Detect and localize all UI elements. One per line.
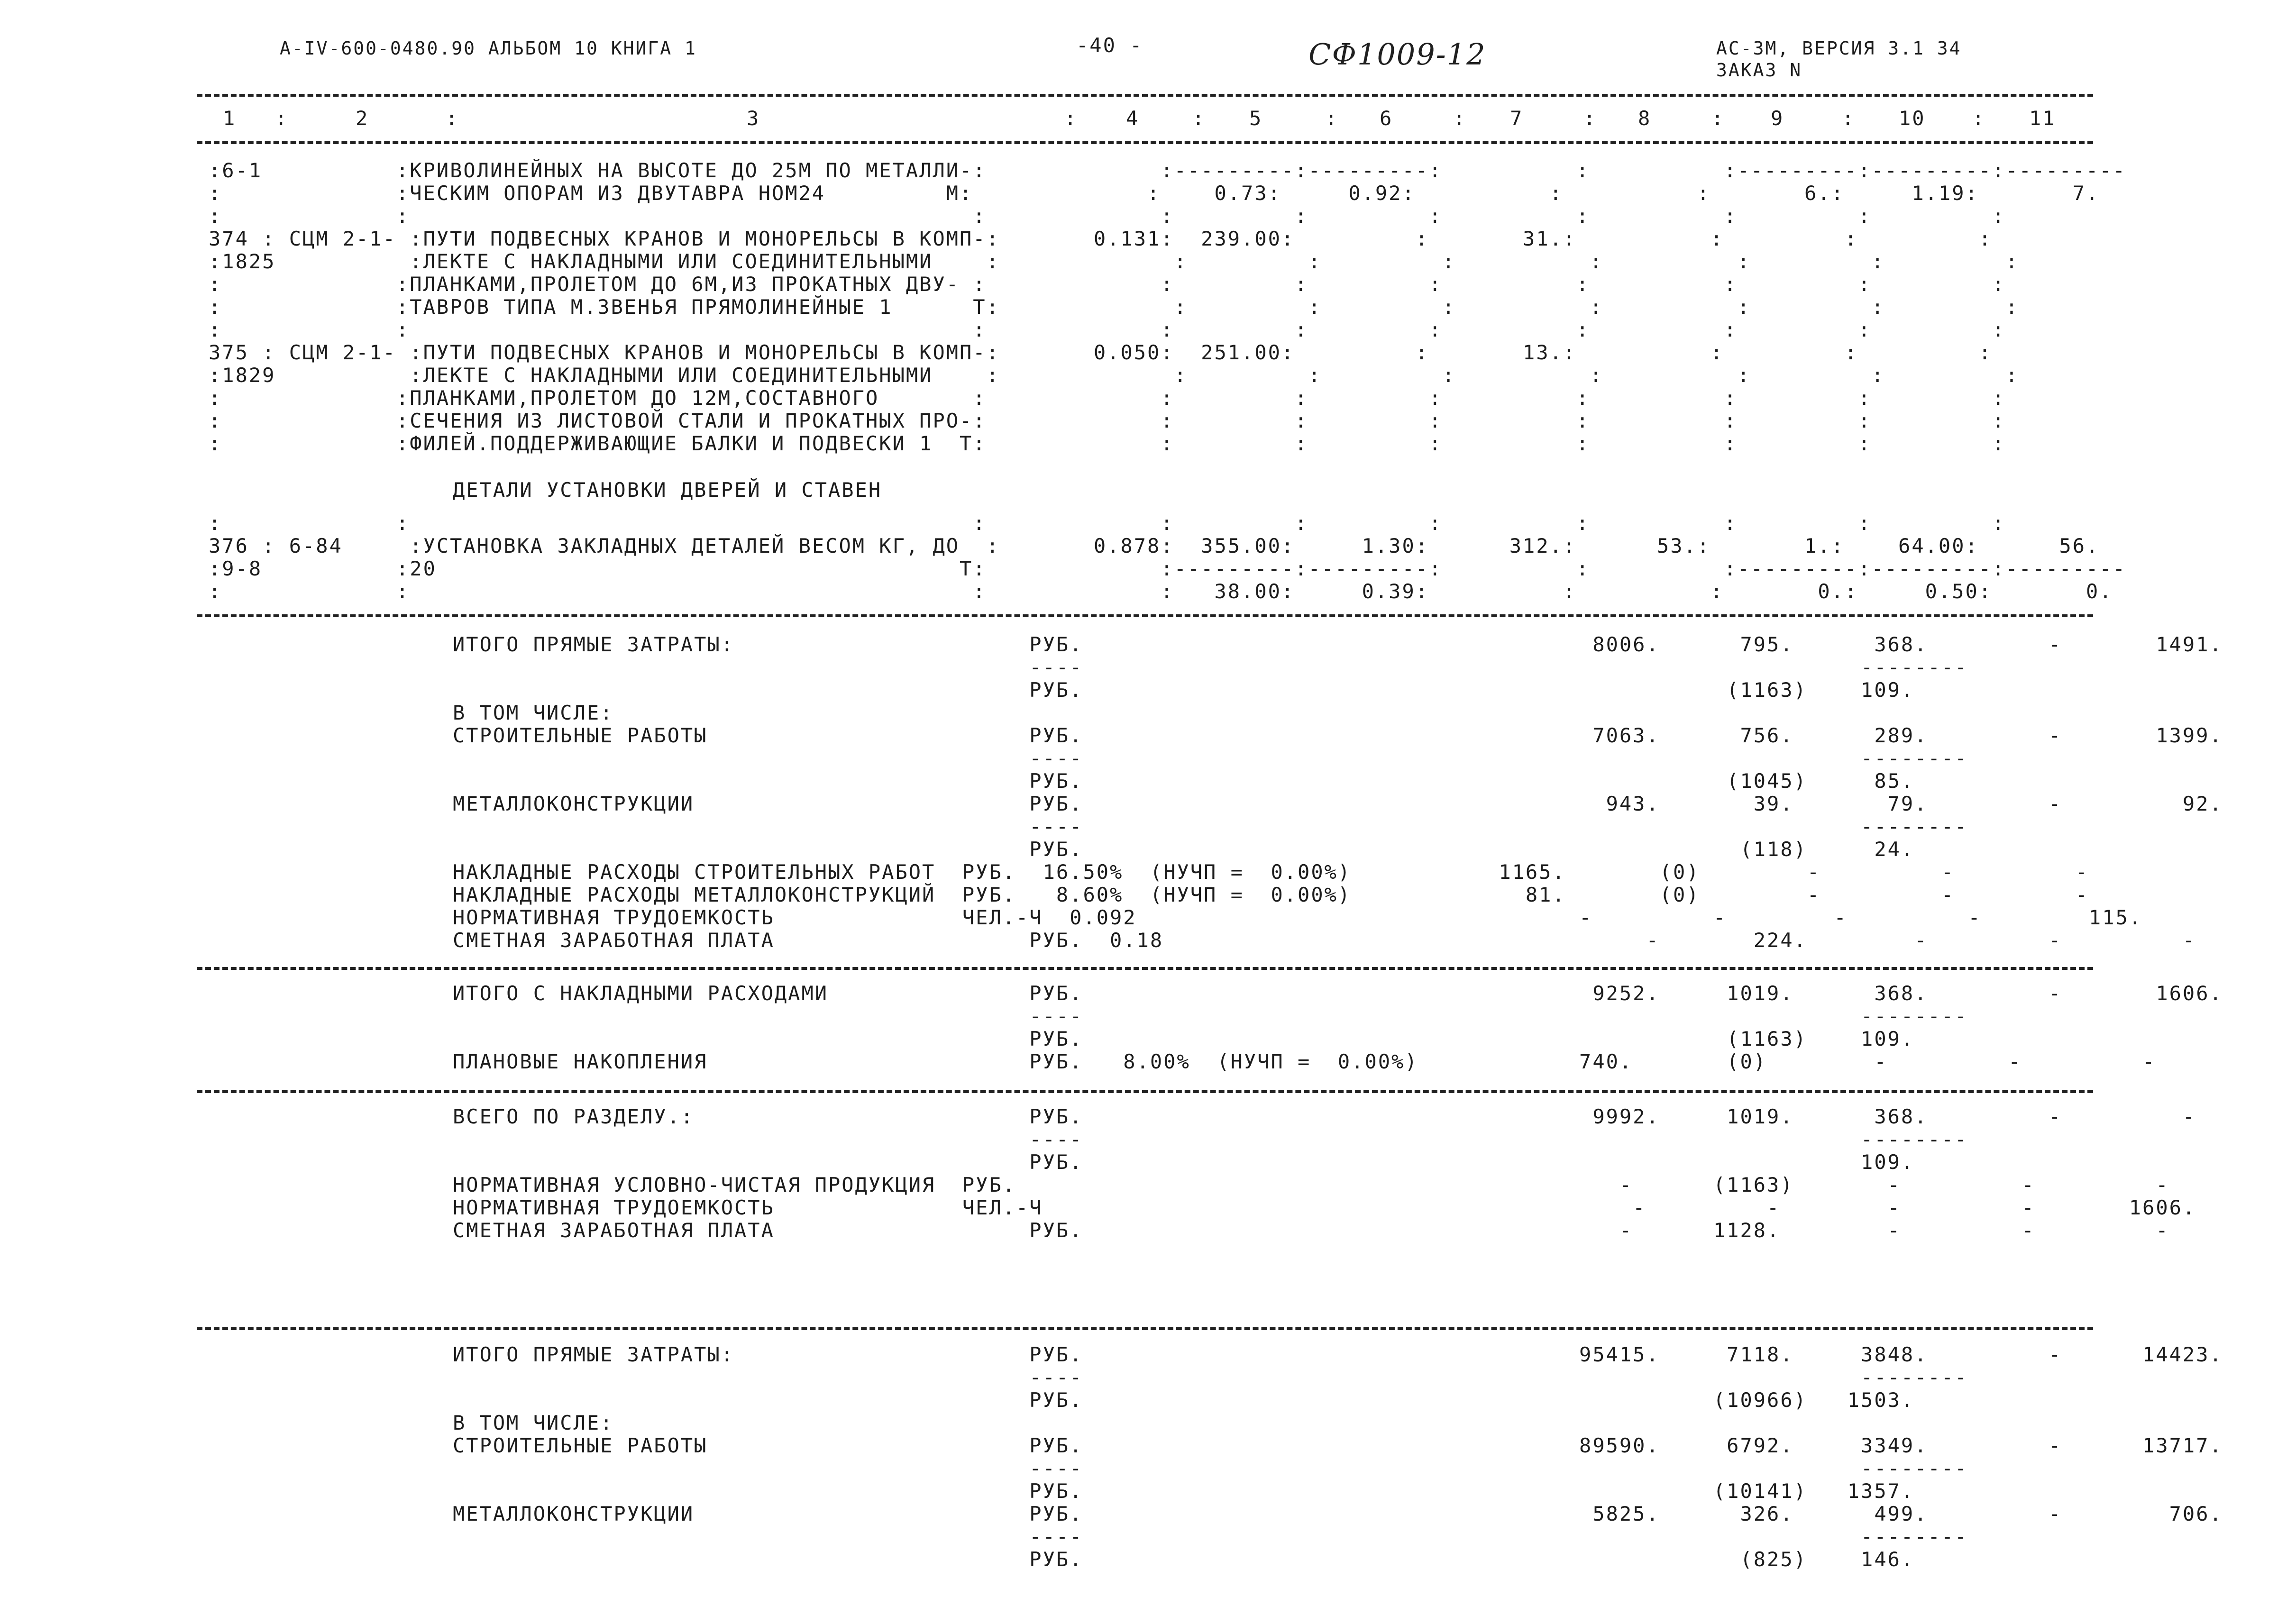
table-row: :6-1 :КРИВОЛИНЕЙНЫХ НА ВЫСОТЕ ДО 25М ПО МЕТАЛЛИ-: :---------:---------: : :---------:---------:--------- [209, 159, 2126, 182]
summary-line: ---- -------- [453, 747, 1968, 770]
table-row: : : : : 38.00: 0.39: : : 0.: 0.50: 0. [209, 580, 2113, 603]
album-reference: А-IV-600-0480.90 АЛЬБОМ 10 КНИГА 1 [280, 38, 697, 59]
summary-line: НОРМАТИВНАЯ УСЛОВНО-ЧИСТАЯ ПРОДУКЦИЯ РУБ. - (1163) - - - [453, 1173, 2169, 1196]
summary-line: СМЕТНАЯ ЗАРАБОТНАЯ ПЛАТА РУБ. - 1128. - - - [453, 1219, 2169, 1242]
section-divider [197, 614, 2093, 617]
table-row: 374 : СЦМ 2-1- :ПУТИ ПОДВЕСНЫХ КРАНОВ И МОНОРЕЛЬСЫ В КОМП-: 0.131: 239.00: : 31.: : : : [209, 227, 1993, 250]
top-divider [197, 94, 2093, 97]
table-row: : :ФИЛЕЙ.ПОДДЕРЖИВАЮЩИЕ БАЛКИ И ПОДВЕСКИ 1 Т: : : : : : : : [209, 432, 2006, 455]
col-3: 3 [747, 107, 760, 130]
col-colon: : [1325, 107, 1339, 130]
version-label: АС-3М, ВЕРСИЯ 3.1 34 [1716, 38, 1962, 59]
table-row: : :ПЛАНКАМИ,ПРОЛЕТОМ ДО 12М,СОСТАВНОГО : : : : : : : : [209, 386, 2006, 410]
table-row: : :СЕЧЕНИЯ ИЗ ЛИСТОВОЙ СТАЛИ И ПРОКАТНЫХ ПРО-: : : : : : : : [209, 409, 2006, 432]
summary-line: НОРМАТИВНАЯ ТРУДОЕМКОСТЬ ЧЕЛ.-Ч 0.092 - - - - 115. [453, 906, 2143, 929]
col-8: 8 [1638, 107, 1652, 130]
col-6: 6 [1380, 107, 1393, 130]
section-divider [197, 967, 2093, 970]
summary-line: ---- -------- [453, 656, 1968, 679]
col-4: 4 [1126, 107, 1140, 130]
col-colon: : [1453, 107, 1467, 130]
summary-line: РУБ. (10966) 1503. [453, 1388, 1915, 1412]
handwritten-stamp: СФ1009-12 [1308, 37, 1486, 72]
summary-line: НАКЛАДНЫЕ РАСХОДЫ МЕТАЛЛОКОНСТРУКЦИЙ РУБ. 8.60% (НУЧП = 0.00%) 81. (0) - - - [453, 883, 2089, 906]
col-10: 10 [1899, 107, 1926, 130]
order-label: ЗАКАЗ N [1716, 60, 1802, 81]
summary-line: ВСЕГО ПО РАЗДЕЛУ.: РУБ. 9992. 1019. 368. - - [453, 1105, 2196, 1128]
table-row: : : : : : : : : : : [209, 318, 2006, 341]
summary-line: РУБ. (1045) 85. [453, 769, 1915, 793]
summary-line: МЕТАЛЛОКОНСТРУКЦИИ РУБ. 5825. 326. 499. - 706. [453, 1502, 2223, 1525]
table-row: 376 : 6-84 :УСТАНОВКА ЗАКЛАДНЫХ ДЕТАЛЕЙ ВЕСОМ КГ, ДО : 0.878: 355.00: 1.30: 312.: 53.: 1.: 64.00: 56. [209, 534, 2100, 557]
summary-line: РУБ. (10141) 1357. [453, 1479, 1915, 1503]
col-11: 11 [2029, 107, 2056, 130]
table-row: : :ПЛАНКАМИ,ПРОЛЕТОМ ДО 6М,ИЗ ПРОКАТНЫХ ДВУ- : : : : : : : : [209, 273, 2006, 296]
col-colon: : [275, 107, 289, 130]
summary-line: НОРМАТИВНАЯ ТРУДОЕМКОСТЬ ЧЕЛ.-Ч - - - - 1606. [453, 1196, 2196, 1219]
section-divider [197, 1090, 2093, 1093]
summary-line: ---- -------- [453, 815, 1968, 838]
summary-line: ---- -------- [453, 1366, 1968, 1389]
table-row: :1825 :ЛЕКТЕ С НАКЛАДНЫМИ ИЛИ СОЕДИНИТЕЛЬНЫМИ : : : : : : : : [209, 250, 2019, 273]
summary-line: В ТОМ ЧИСЛЕ: [453, 701, 614, 724]
summary-line: ---- -------- [453, 1525, 1968, 1548]
summary-line: РУБ. (1163) 109. [453, 1027, 1915, 1050]
summary-line: СМЕТНАЯ ЗАРАБОТНАЯ ПЛАТА РУБ. 0.18 - 224. - - - [453, 929, 2196, 952]
col-5: 5 [1249, 107, 1263, 130]
summary-line: РУБ. (825) 146. [453, 1548, 1915, 1571]
col-colon: : [1583, 107, 1597, 130]
table-row: : : : : : : : : : : [209, 204, 2006, 228]
summary-line: ---- -------- [453, 1128, 1968, 1151]
col-1: 1 [223, 107, 237, 130]
col-colon: : [1842, 107, 1856, 130]
table-row: 375 : СЦМ 2-1- :ПУТИ ПОДВЕСНЫХ КРАНОВ И МОНОРЕЛЬСЫ В КОМП-: 0.050: 251.00: : 13.: : : : [209, 341, 1993, 364]
summary-line: МЕТАЛЛОКОНСТРУКЦИИ РУБ. 943. 39. 79. - 92. [453, 792, 2223, 815]
table-row: : :ЧЕСКИМ ОПОРАМ ИЗ ДВУТАВРА НОМ24 М: : 0.73: 0.92: : : 6.: 1.19: 7. [209, 182, 2100, 205]
summary-line: РУБ. (118) 24. [453, 838, 1915, 861]
col-colon: : [1711, 107, 1725, 130]
col-7: 7 [1510, 107, 1524, 130]
col-colon: : [1972, 107, 1986, 130]
section-title: ДЕТАЛИ УСТАНОВКИ ДВЕРЕЙ И СТАВЕН [453, 478, 882, 502]
col-2: 2 [356, 107, 369, 130]
col-9: 9 [1771, 107, 1784, 130]
summary-line: НАКЛАДНЫЕ РАСХОДЫ СТРОИТЕЛЬНЫХ РАБОТ РУБ. 16.50% (НУЧП = 0.00%) 1165. (0) - - - [453, 860, 2089, 884]
summary-line: РУБ. (1163) 109. [453, 678, 1915, 702]
table-row: :1829 :ЛЕКТЕ С НАКЛАДНЫМИ ИЛИ СОЕДИНИТЕЛЬНЫМИ : : : : : : : : [209, 364, 2019, 387]
page-number: -40 - [1076, 34, 1143, 57]
summary-line: ---- -------- [453, 1004, 1968, 1028]
summary-line: СТРОИТЕЛЬНЫЕ РАБОТЫ РУБ. 89590. 6792. 3349. - 13717. [453, 1434, 2223, 1457]
col-colon: : [1064, 107, 1078, 130]
section-divider [197, 1327, 2093, 1330]
summary-line: ИТОГО ПРЯМЫЕ ЗАТРАТЫ: РУБ. 8006. 795. 368. - 1491. [453, 633, 2223, 656]
summary-line: ИТОГО ПРЯМЫЕ ЗАТРАТЫ: РУБ. 95415. 7118. 3848. - 14423. [453, 1343, 2223, 1366]
summary-line: ИТОГО С НАКЛАДНЫМИ РАСХОДАМИ РУБ. 9252. 1019. 368. - 1606. [453, 982, 2223, 1005]
summary-line: СТРОИТЕЛЬНЫЕ РАБОТЫ РУБ. 7063. 756. 289. - 1399. [453, 724, 2223, 747]
header-divider [197, 141, 2093, 144]
table-row: :9-8 :20 Т: :---------:---------: : :---------:---------:--------- [209, 557, 2126, 580]
summary-line: В ТОМ ЧИСЛЕ: [453, 1411, 614, 1434]
summary-line: ---- -------- [453, 1457, 1968, 1480]
table-row: : :ТАВРОВ ТИПА М.ЗВЕНЬЯ ПРЯМОЛИНЕЙНЫЕ 1 Т: : : : : : : : [209, 295, 2019, 319]
col-colon: : [446, 107, 459, 130]
col-colon: : [1192, 107, 1206, 130]
summary-line: РУБ. 109. [453, 1150, 1915, 1174]
table-row: : : : : : : : : : : [209, 511, 2006, 535]
summary-line: ПЛАНОВЫЕ НАКОПЛЕНИЯ РУБ. 8.00% (НУЧП = 0.00%) 740. (0) - - - [453, 1050, 2156, 1073]
